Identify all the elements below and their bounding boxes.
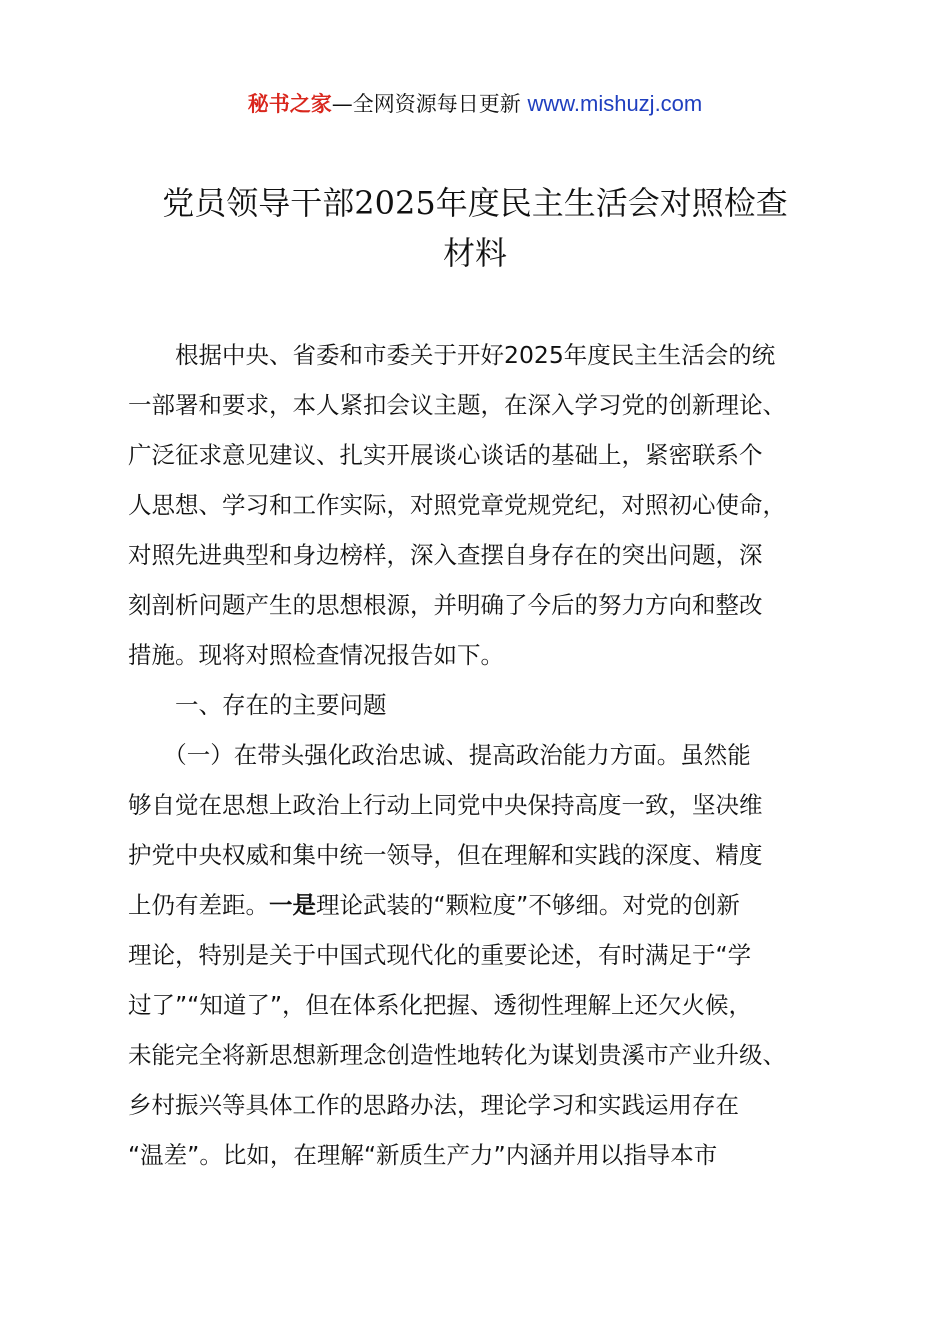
body-line-12-end: 理论武装的“颗粒度”不够细。对党的创新 xyxy=(316,891,740,919)
body-line-2: 一部署和要求，本人紧扣会议主题，在深入学习党的创新理论、 xyxy=(128,391,786,419)
body-line-16: 乡村振兴等具体工作的思路办法，理论学习和实践运用存在 xyxy=(128,1091,739,1119)
header-slogan: —全网资源每日更新 xyxy=(331,92,528,116)
section-heading-1: 一、存在的主要问题 xyxy=(128,691,387,719)
title-line-1: 党员领导干部2025年度民主生活会对照检查 xyxy=(162,184,788,222)
body-line-15: 未能完全将新思想新理念创造性地转化为谋划贵溪市产业升级、 xyxy=(128,1041,786,1069)
site-url-link[interactable]: www.mishuzj.com xyxy=(527,91,703,116)
body-line-4: 人思想、学习和工作实际，对照党章党规党纪，对照初心使命， xyxy=(128,491,786,519)
document-title xyxy=(120,178,830,278)
body-line-9: （一）在带头强化政治忠诚、提高政治能力方面。虽然能 xyxy=(128,741,751,769)
body-line-14: 过了”“知道了”，但在体系化把握、透彻性理解上还欠火候， xyxy=(128,991,753,1019)
body-line-3: 广泛征求意见建议、扎实开展谈心谈话的基础上，紧密联系个 xyxy=(128,441,763,469)
body-line-5: 对照先进典型和身边榜样，深入查摆自身存在的突出问题，深 xyxy=(128,541,763,569)
body-line-7: 措施。现将对照检查情况报告如下。 xyxy=(128,641,504,669)
body-line-6: 刻剖析问题产生的思想根源，并明确了今后的努力方向和整改 xyxy=(128,591,763,619)
body-line-12-start: 上仍有差距。 xyxy=(128,891,269,919)
body-line-17: “温差”。比如，在理解“新质生产力”内涵并用以指导本市 xyxy=(128,1141,718,1169)
bold-marker-yishi: 一是 xyxy=(269,891,316,919)
body-line-13: 理论，特别是关于中国式现代化的重要论述，有时满足于“学 xyxy=(128,941,752,969)
title-line-2: 材料 xyxy=(442,234,507,272)
body-line-11: 护党中央权威和集中统一领导，但在理解和实践的深度、精度 xyxy=(128,841,763,869)
site-header xyxy=(0,88,950,120)
body-line-10: 够自觉在思想上政治上行动上同党中央保持高度一致，坚决维 xyxy=(128,791,763,819)
body-line-12 xyxy=(128,880,833,930)
brand-name: 秘书之家 xyxy=(247,92,332,116)
document-body xyxy=(128,330,833,1180)
body-line-1: 根据中央、省委和市委关于开好2025年度民主生活会的统 xyxy=(128,341,776,369)
